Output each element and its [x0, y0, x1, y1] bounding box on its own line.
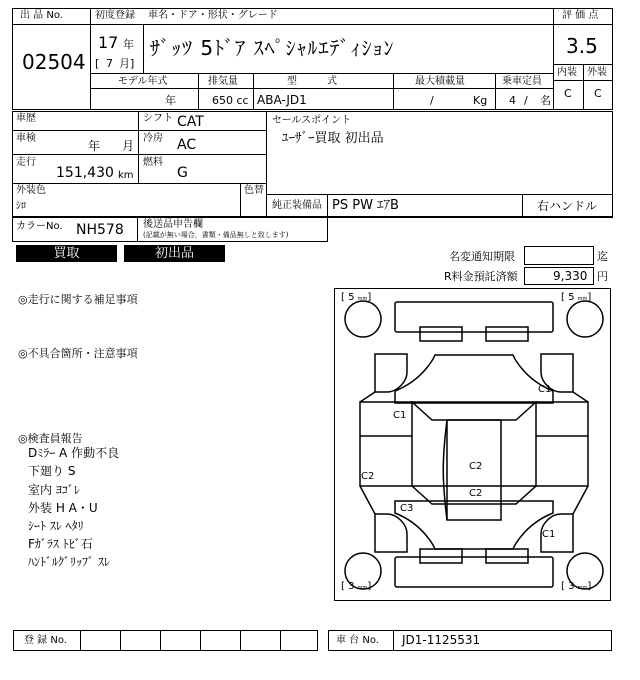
- mileage-value: 151,430: [56, 165, 114, 181]
- interior-grade: C: [564, 87, 572, 100]
- reg-month: 7: [106, 57, 113, 70]
- reg-year: 17: [98, 33, 119, 52]
- inspector-line: ｼｰﾄ ｽﾚ ﾍﾀﾘ: [28, 519, 84, 533]
- damage-mark: C1: [538, 384, 552, 395]
- reg-month-open: [: [95, 57, 100, 70]
- recycle-label: R料金預託済額: [444, 270, 518, 283]
- max-load-unit: Kg: [473, 94, 488, 107]
- damage-mark: C2: [469, 461, 483, 472]
- reg-no-label: 登 録 No.: [24, 635, 67, 646]
- tire-front-left: [345, 301, 381, 337]
- car-name: ｻﾞｯﾂ 5ﾄﾞｱ ｽﾍﾟｼｬﾙｴﾃﾞｨｼｮﾝ: [150, 36, 395, 60]
- front-lamp: [486, 327, 528, 341]
- chassis-no-label: 車 台 No.: [336, 635, 379, 646]
- damage-mark: C2: [361, 471, 375, 482]
- recycle-unit: 円: [597, 270, 608, 283]
- exterior-grade: C: [594, 87, 602, 100]
- displacement-label: 排気量: [208, 76, 238, 87]
- damage-mark: C1: [393, 410, 407, 421]
- inspection-label: 車検: [16, 133, 36, 144]
- inspector-line: Fｶﾞﾗｽ ﾄﾋﾞ石: [28, 537, 93, 551]
- model-code-label: 型 式: [287, 76, 337, 87]
- grade-label: 評 価 点: [562, 10, 599, 21]
- model-year-label: モデル年式: [118, 76, 168, 87]
- exterior-label: 外装: [587, 67, 607, 78]
- damage-mark: C1: [542, 529, 556, 540]
- color-no-value: NH578: [76, 222, 124, 238]
- max-load-label: 最大積載量: [415, 76, 465, 87]
- car-diagram-drawing: [335, 289, 610, 600]
- grade-value: 3.5: [566, 34, 598, 58]
- capacity-unit: 名: [540, 94, 551, 107]
- car-desc-label: 車名・ドア・形状・グレード: [148, 10, 278, 21]
- change-period-unit: 迄: [597, 250, 608, 263]
- tire-front-right-label: [ 5 mm]: [561, 292, 592, 303]
- later-parts-label: 後送品申告欄: [143, 219, 203, 230]
- inspector-line: 室内 ﾖｺﾞﾚ: [28, 483, 80, 497]
- ac-value: AC: [177, 137, 197, 153]
- chassis-no: JD1-1125531: [402, 633, 481, 647]
- rear-hatch: [395, 501, 556, 549]
- front-bumper: [395, 302, 553, 332]
- rear-fender-left: [375, 514, 407, 552]
- front-fender-left: [375, 354, 407, 392]
- car-diagram: [334, 288, 611, 601]
- history-label: 車歴: [16, 113, 36, 124]
- reg-year-unit: 年: [123, 38, 134, 51]
- inspector-line: 外装 H A・U: [28, 501, 98, 515]
- exterior-color-label: 外装色: [16, 185, 46, 196]
- capacity: 4: [509, 94, 516, 107]
- damage-mark: C3: [400, 503, 414, 514]
- front-glass: [412, 402, 536, 420]
- mileage-label: 走行: [16, 157, 36, 168]
- defects-label: ◎不具合箇所・注意事項: [18, 347, 138, 360]
- tire-front-right: [567, 301, 603, 337]
- mileage-unit: km: [118, 170, 134, 181]
- rear-lamp: [420, 549, 462, 563]
- steering-value: 右ハンドル: [537, 199, 598, 213]
- rear-lamp: [486, 549, 528, 563]
- inspection-month-unit: 月: [122, 139, 135, 153]
- badge-first-listing: 初出品: [124, 245, 225, 262]
- capacity-label: 乗車定員: [502, 76, 542, 87]
- change-period-box: [524, 246, 594, 265]
- recycle-fee: 9,330: [553, 269, 588, 283]
- front-lamp: [420, 327, 462, 341]
- inspection-year-unit: 年: [88, 139, 101, 153]
- badge-purchase: 買取: [16, 245, 117, 262]
- fuel-value: G: [177, 165, 188, 181]
- first-reg-label: 初度登録: [95, 10, 135, 21]
- shift-value: CAT: [177, 114, 204, 130]
- later-parts-note: (記載が無い場合，書類・備品無しと致します): [143, 231, 289, 239]
- model-year-unit: 年: [165, 94, 176, 107]
- lot-no-label: 出 品 No.: [20, 10, 63, 21]
- driving-remarks-label: ◎走行に関する補足事項: [18, 293, 138, 306]
- color-no-label: カラーNo.: [16, 221, 63, 232]
- rear-bumper: [395, 557, 553, 587]
- tire-rear-left-label: [ 3 mm]: [341, 581, 372, 592]
- inspector-line: ﾊﾝﾄﾞﾙｸﾞﾘｯﾌﾟ ｽﾚ: [28, 555, 110, 569]
- inspector-label: ◎検査員報告: [18, 432, 83, 445]
- hood: [395, 355, 553, 403]
- inspector-line: Dﾐﾗｰ A 作動不良: [28, 446, 120, 460]
- equipment-value: PS PW ｴｱB: [332, 198, 399, 213]
- repaint-label: 色替: [244, 185, 264, 196]
- inspector-line: 下廻り S: [28, 464, 76, 478]
- tire-rear-right-label: [ 3 mm]: [561, 581, 592, 592]
- body-side-right: [536, 402, 588, 486]
- sales-point-label: セールスポイント: [272, 115, 352, 126]
- sales-point: ﾕｰｻﾞｰ買取 初出品: [282, 131, 384, 146]
- ac-label: 冷房: [143, 133, 163, 144]
- change-period-label: 名変通知期限: [449, 250, 515, 263]
- max-load-sep: /: [430, 94, 434, 107]
- equipment-label: 純正装備品: [272, 200, 322, 211]
- shift-label: シフト: [143, 113, 173, 124]
- damage-mark: C2: [469, 488, 483, 499]
- lot-no: 02504: [22, 50, 86, 74]
- fuel-label: 燃料: [143, 157, 163, 168]
- exterior-color-value: ｼﾛ: [16, 201, 26, 212]
- capacity-sep: /: [524, 94, 528, 107]
- interior-label: 内装: [557, 67, 577, 78]
- tire-front-left-label: [ 5 mm]: [341, 292, 372, 303]
- model-code: ABA-JD1: [257, 93, 307, 107]
- reg-month-unit: 月]: [119, 57, 135, 70]
- displacement: 650 cc: [212, 94, 249, 107]
